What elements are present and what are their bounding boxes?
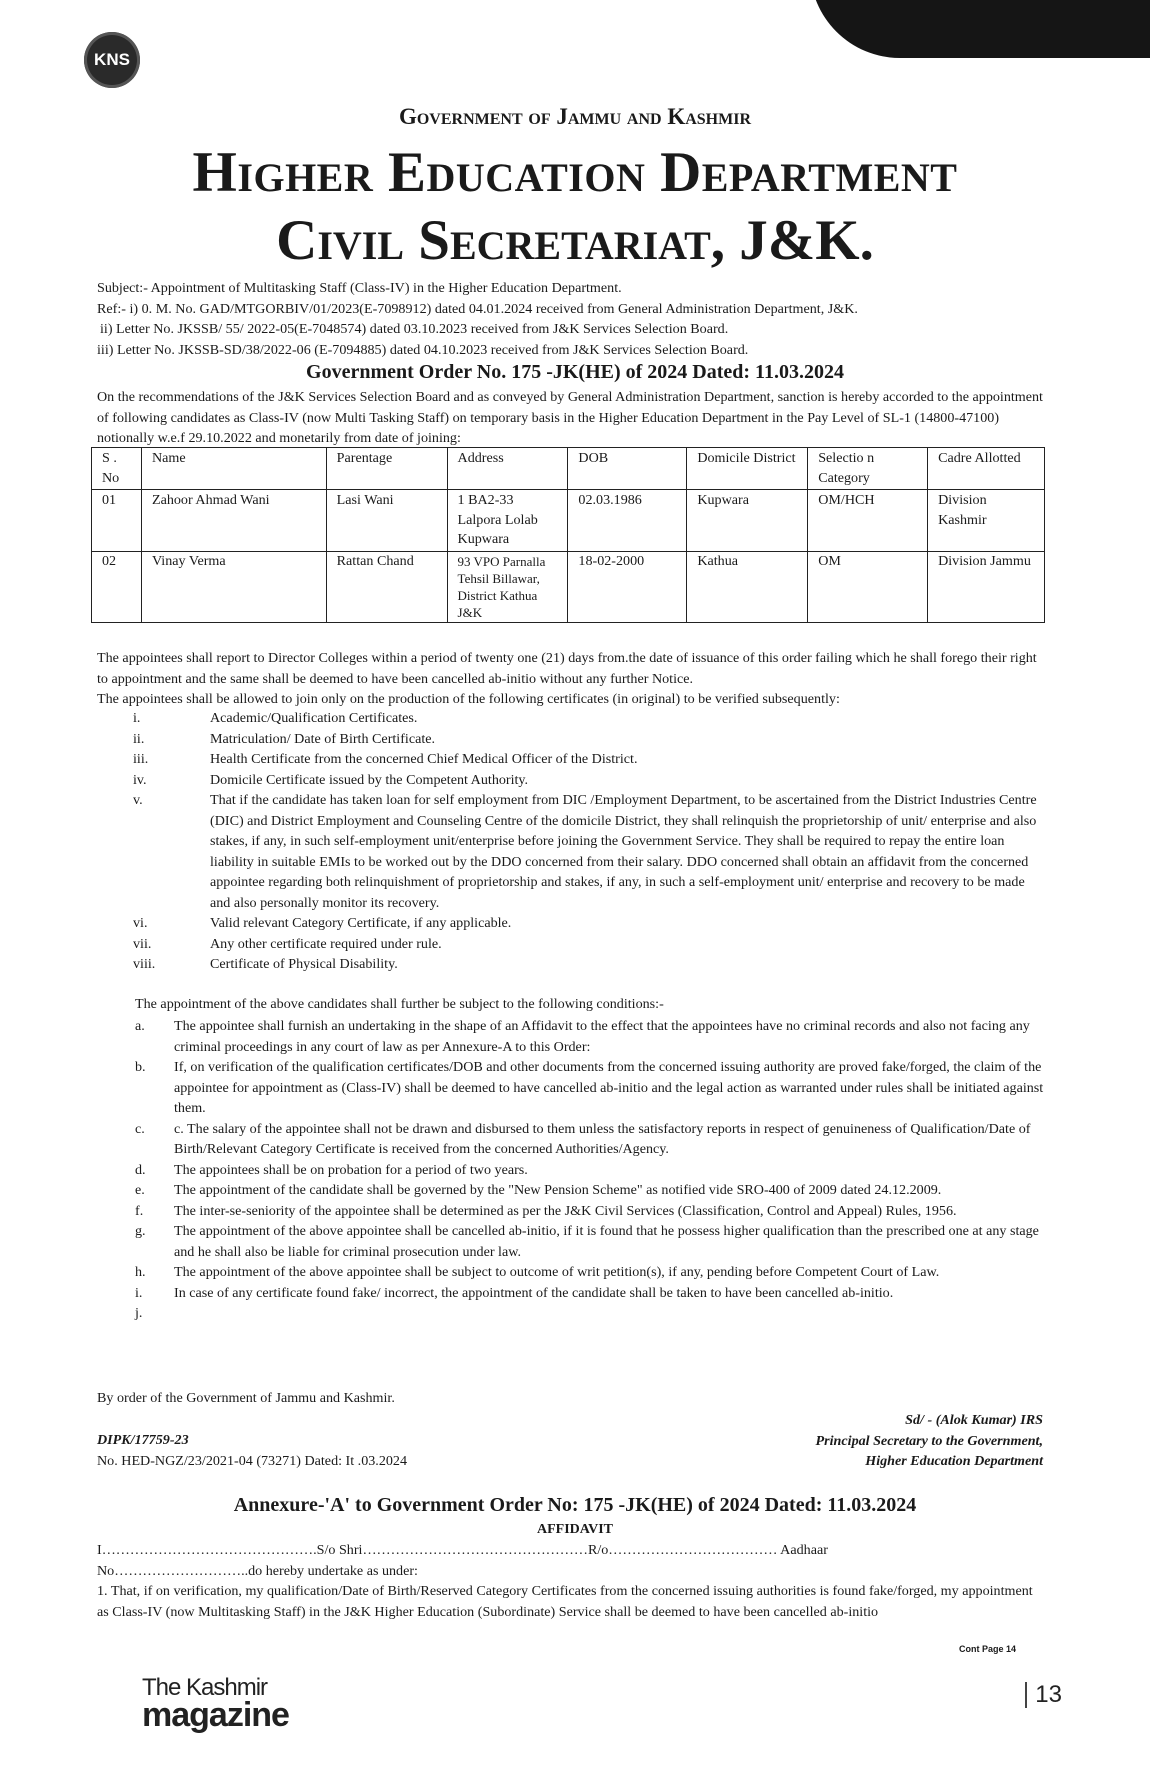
cell-cadre: Division Kashmir	[928, 490, 1045, 552]
secretariat-heading: Civil Secretariat, J&K.	[276, 209, 874, 272]
cell-dob: 18-02-2000	[568, 551, 687, 622]
signature-title: Principal Secretary to the Government,	[815, 1432, 1043, 1449]
order-ref-number: No. HED-NGZ/23/2021-04 (73271) Dated: It .03.2024	[97, 1452, 408, 1469]
list-item: b. If, on verification of the qualification certificates/DOB and other documents from the concerned issuing authority are proved fake/forged, the claim of the appointee for appointment as (Class-IV) shall be deemed to have cancelled ab-initio and the legal action as warranted under rules shall be initiated against them.	[135, 1059, 1044, 1116]
order-title: Government Order No. 175 -JK(HE) of 2024 Dated: 11.03.2024	[306, 361, 844, 383]
list-item: vi. Valid relevant Category Certificate, if any applicable.	[133, 915, 512, 931]
affidavit-para-1: 1. That, if on verification, my qualification/Date of Birth/Reserved Category Certificates from the concerned issuing authorities is found fake/forged, my appointment as Class-IV (now Multitasking Staff) in the J&K Higher Education (Subordinate) Service shall be deemed to have been cancelled ab-initio	[97, 1583, 1033, 1620]
header-dob: DOB	[568, 448, 687, 490]
cell-domicile: Kathua	[687, 551, 808, 622]
signature-name: Sd/ - (Alok Kumar) IRS	[905, 1412, 1043, 1428]
header-name: Name	[141, 448, 326, 490]
list-item: a. The appointee shall furnish an undertaking in the shape of an Affidavit to the effect that the appointees have no criminal records and also not facing any criminal proceedings in any court of law as per Annexure-A to this Order:	[135, 1018, 1030, 1055]
header-cadre: Cadre Allotted	[928, 448, 1045, 490]
list-item: c. c. The salary of the appointee shall not be drawn and disbursed to them unless the satisfactory reports in respect of genuineness of Qualification/Date of Birth/Relevant Category Certificate is received from the concerned Authorities/Agency.	[135, 1120, 1031, 1157]
cell-name: Zahoor Ahmad Wani	[141, 490, 326, 552]
magazine-logo-line1: The Kashmir	[142, 1674, 268, 1701]
header-sno: S . No	[92, 448, 142, 490]
list-item: f. The inter-se-seniority of the appointee shall be determined as per the J&K Civil Services (Classification, Control and Appeal) Rules, 1956.	[135, 1202, 957, 1219]
continued-note: Cont Page 14	[958, 1644, 1016, 1654]
list-item: j.	[135, 1305, 143, 1321]
list-item: d. The appointees shall be on probation for a period of two years.	[135, 1161, 528, 1178]
cell-category: OM	[808, 551, 928, 622]
government-heading: Government of Jammu and Kashmir	[398, 104, 752, 129]
table-row	[92, 490, 1045, 552]
list-item: iii. Health Certificate from the concerned Chief Medical Officer of the District.	[133, 751, 638, 767]
cell-sno: 01	[92, 490, 142, 552]
kns-logo: KNS	[84, 32, 140, 88]
certificates-intro: The appointees shall be allowed to join only on the production of the following certificates (in original) to be verified subsequently:	[97, 691, 840, 707]
reference-ii: ii) Letter No. JKSSB/ 55/ 2022-05(E-7048574) dated 03.10.2023 received from J&K Services Selection Board.	[100, 321, 729, 337]
references	[97, 278, 1047, 360]
list-item: iv. Domicile Certificate issued by the Competent Authority.	[133, 771, 529, 788]
reference-iii: iii) Letter No. JKSSB-SD/38/2022-06 (E-7094885) dated 04.10.2023 received from J&K Services Selection Board.	[97, 341, 749, 358]
header-address: Address	[447, 448, 568, 490]
cell-category: OM/HCH	[808, 490, 928, 552]
list-item: vii. Any other certificate required under rule.	[133, 935, 442, 952]
table-header-row	[92, 448, 1045, 490]
cell-cadre: Division Jammu	[928, 551, 1045, 622]
department-heading: Higher Education Department	[192, 141, 958, 204]
header-category: Selectio n Category	[808, 448, 928, 490]
dipk-number: DIPK/17759-23	[97, 1432, 189, 1448]
annexure-title: Annexure-'A' to Government Order No: 175 -JK(HE) of 2024 Dated: 11.03.2024	[233, 1494, 917, 1516]
reporting-text: The appointees shall report to Director Colleges within a period of twenty one (21) days from.the date of issuance of this order failing which he shall forego their right to appointment and the same shall be deemed to have been cancelled ab-initio without any further Notice.	[97, 650, 1037, 687]
affidavit-body	[97, 1540, 1047, 1622]
conditions-list	[97, 1016, 1047, 1324]
header-parentage: Parentage	[326, 448, 447, 490]
reporting-paragraph	[97, 648, 1047, 710]
page-number: 13	[1025, 1682, 1062, 1708]
corner-decoration	[810, 0, 1150, 58]
candidates-table	[91, 447, 1045, 623]
header-domicile: Domicile District	[687, 448, 808, 490]
cell-sno: 02	[92, 551, 142, 622]
cell-address: 93 VPO Parnalla Tehsil Billawar, District Kathua J&K	[447, 551, 568, 622]
by-order-line: By order of the Government of Jammu and Kashmir.	[97, 1390, 395, 1406]
magazine-logo-line2: magazine	[142, 1696, 289, 1734]
list-item: v. That if the candidate has taken loan for self employment from DIC /Employment Department, to be ascertained from the District Industries Centre (DIC) and District Employment and Counseling Centre of the domicile District, they shall relinquish the proprietorship of unit/ enterprise and also stakes, if any, in such self-employment unit/enterprise before joining the Government Service. They shall be required to repay the entire loan liability in suitable EMIs to be worked out by the DDO concerned from their salary. DDO concerned shall obtain an affidavit from the concerned appointee regarding both relinquishment of proprietorship and stakes, if any, in such a self-employment unit/ enterprise and recovery to be made and also personally monitor its recovery.	[133, 792, 1037, 911]
cell-parentage: Rattan Chand	[326, 551, 447, 622]
affidavit-title: AFFIDAVIT	[537, 1522, 613, 1537]
list-item: i. Academic/Qualification Certificates.	[133, 710, 418, 726]
intro-paragraph: On the recommendations of the J&K Services Selection Board and as conveyed by General Administration Department, sanction is hereby accorded to the appointment of following candidates as Class-IV (now Multi Tasking Staff) on temporary basis in the Higher Education Department in the Pay Level of SL-1 (14800-47100) notionally w.e.f 29.10.2022 and monetarily from date of joining:	[97, 389, 1043, 446]
cell-dob: 02.03.1986	[568, 490, 687, 552]
list-item: i. In case of any certificate found fake/ incorrect, the appointment of the candidate shall be taken to have been cancelled ab-initio.	[135, 1284, 894, 1301]
cell-parentage: Lasi Wani	[326, 490, 447, 552]
list-item: viii. Certificate of Physical Disability.	[133, 956, 398, 972]
list-item: g. The appointment of the above appointee shall be cancelled ab-initio, if it is found that he possess higher qualification than the prescribed one at any stage and he shall also be liable for criminal prosecution under law.	[135, 1223, 1039, 1260]
order-refs	[97, 1430, 407, 1471]
signature-department: Higher Education Department	[865, 1453, 1043, 1469]
cell-name: Vinay Verma	[141, 551, 326, 622]
list-item: ii. Matriculation/ Date of Birth Certificate.	[133, 730, 436, 747]
signature-block	[816, 1410, 1043, 1472]
certificates-list	[97, 708, 1047, 975]
conditions-intro: The appointment of the above candidates shall further be subject to the following conditions:-	[135, 996, 664, 1012]
list-item: e. The appointment of the candidate shall be governed by the "New Pension Scheme" as notified vide SRO-400 of 2009 dated 24.12.2009.	[135, 1182, 942, 1198]
list-item: h. The appointment of the above appointee shall be subject to outcome of writ petition(s), if any, pending before Competent Court of Law.	[135, 1264, 940, 1280]
subject-line: Subject:- Appointment of Multitasking Staff (Class-IV) in the Higher Education Department.	[97, 280, 622, 296]
table-row	[92, 551, 1045, 622]
reference-i: Ref:- i) 0. M. No. GAD/MTGORBIV/01/2023(E-7098912) dated 04.01.2024 received from General Administration Department, J&K.	[97, 300, 858, 317]
magazine-logo	[142, 1676, 289, 1732]
cell-domicile: Kupwara	[687, 490, 808, 552]
affidavit-line-1: I……………………………………….S/o Shri…………………………………………R/o……………………………… Aadhaar	[97, 1542, 828, 1558]
affidavit-line-2: No………………………..do hereby undertake as under:	[97, 1562, 418, 1579]
cell-address: 1 BA2-33 Lalpora Lolab Kupwara	[447, 490, 568, 552]
